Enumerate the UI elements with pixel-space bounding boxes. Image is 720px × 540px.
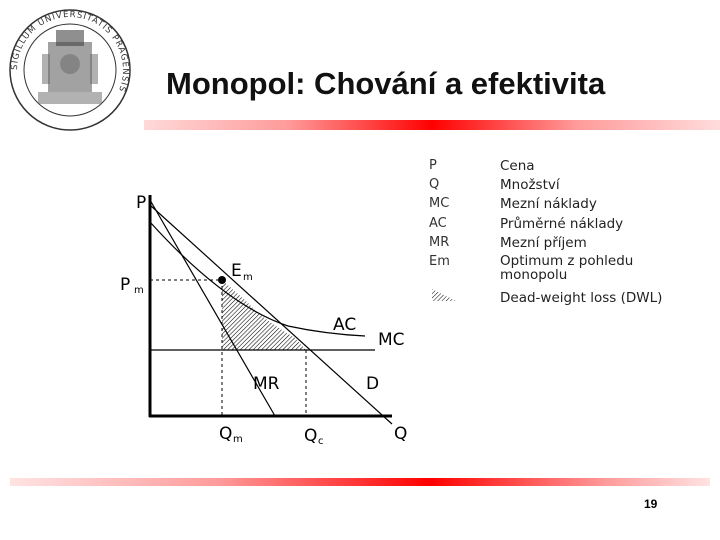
decorative-red-bar-bottom bbox=[10, 478, 710, 486]
legend-symbol: Em bbox=[429, 254, 450, 269]
legend-symbol: P bbox=[429, 158, 437, 173]
equilibrium-label: E bbox=[231, 261, 242, 281]
mc-curve-label: MC bbox=[378, 330, 405, 350]
legend-symbol: Q bbox=[429, 177, 440, 192]
quantity-monopoly-label: Q bbox=[219, 424, 233, 444]
equilibrium-subscript: m bbox=[243, 272, 253, 283]
legend-description: Množství bbox=[500, 177, 560, 193]
legend-description: Cena bbox=[500, 158, 535, 174]
legend-symbol: MC bbox=[429, 196, 450, 211]
price-monopoly-label: P bbox=[120, 275, 131, 295]
legend-description: Mezní náklady bbox=[500, 196, 597, 212]
legend-description: Průměrné náklady bbox=[500, 216, 624, 232]
page-number: 19 bbox=[644, 497, 658, 511]
quantity-monopoly-subscript: m bbox=[233, 434, 243, 445]
dwl-area bbox=[222, 280, 306, 350]
quantity-competitive-label: Q bbox=[304, 426, 318, 446]
slide-title: Monopol: Chování a efektivita bbox=[166, 66, 606, 101]
demand-curve-label: D bbox=[366, 374, 380, 394]
quantity-competitive-subscript: c bbox=[318, 436, 324, 447]
legend-symbol: AC bbox=[429, 216, 447, 231]
ac-curve-label: AC bbox=[333, 315, 357, 335]
x-axis-label: Q bbox=[394, 424, 408, 444]
monopoly-equilibrium-point bbox=[218, 276, 226, 284]
legend-description: Optimum z pohledu monopolu bbox=[500, 253, 634, 283]
legend-symbol: MR bbox=[429, 235, 450, 250]
legend-description: Mezní příjem bbox=[500, 235, 587, 251]
y-axis-label: P bbox=[136, 193, 147, 213]
legend-description: Dead-weight loss (DWL) bbox=[500, 290, 663, 306]
price-monopoly-subscript: m bbox=[134, 285, 144, 296]
mr-curve-label: MR bbox=[253, 374, 280, 394]
seal-text: SIGILLUM UNIVERSITATIS PRAGENSIS bbox=[9, 9, 131, 94]
